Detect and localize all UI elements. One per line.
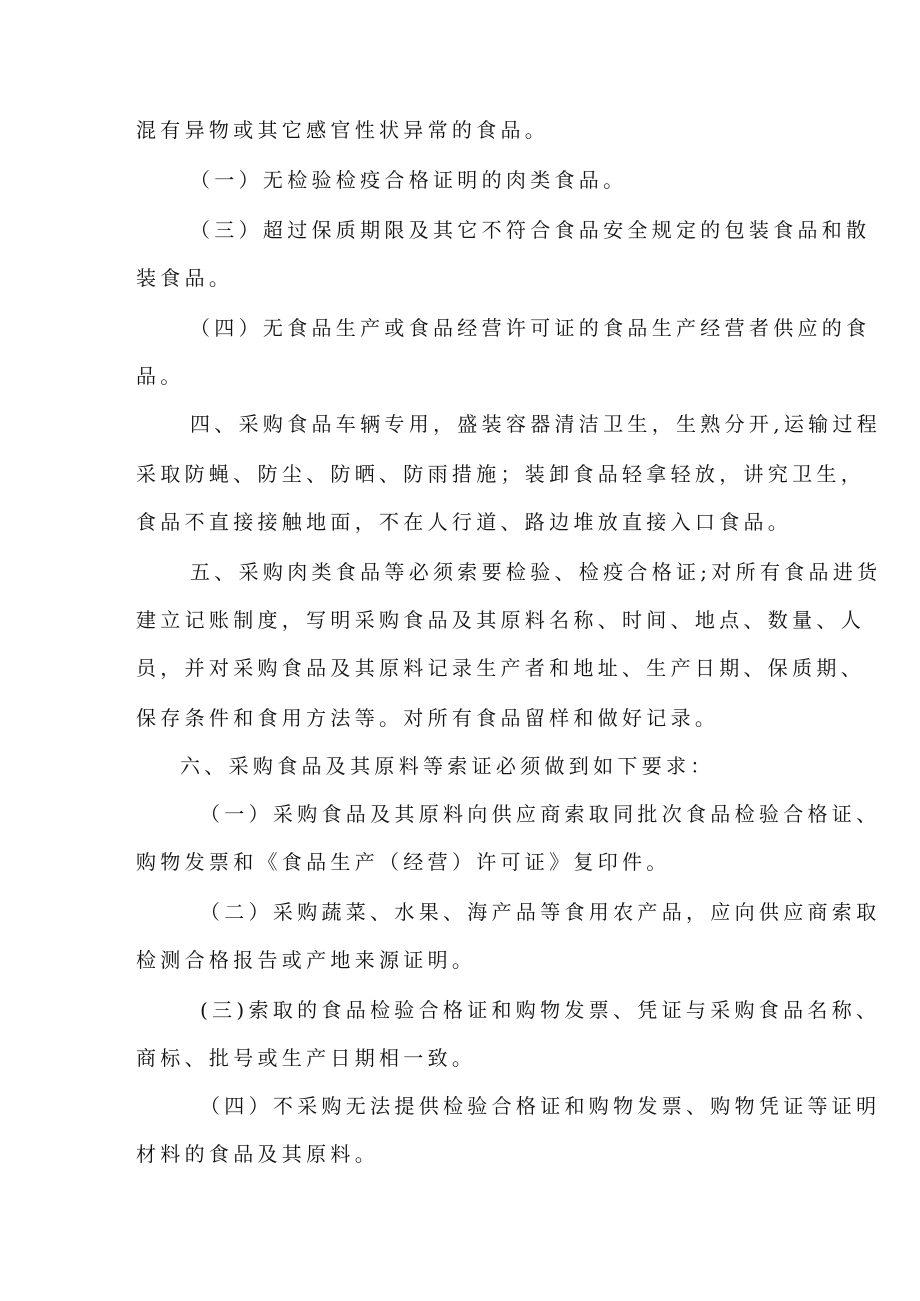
text-line: 混有异物或其它感官性状异常的食品。 [136,118,550,142]
text-line: （四）不采购无法提供检验合格证和购物发票、购物凭证等证明 [200,1094,881,1118]
text-line: 保存条件和食用方法等。对所有食品留样和做好记录。 [136,706,720,730]
text-line: 食品不直接接触地面，不在人行道、路边堆放直接入口食品。 [136,510,793,534]
text-line: （一）采购食品及其原料向供应商索取同批次食品检验合格证、 [200,802,881,826]
text-line: 四、采购食品车辆专用，盛装容器清洁卫生，生熟分开,运输过程 [190,412,882,436]
text-line: 装食品。 [136,266,234,290]
text-line: （二）采购蔬菜、水果、海产品等食用农产品，应向供应商索取 [200,900,881,924]
text-line: 员，并对采购食品及其原料记录生产者和地址、生产日期、保质期、 [136,656,865,680]
text-line: 五、采购肉类食品等必须索要检验、检疫合格证;对所有食品进货 [190,560,882,584]
text-line: 采取防蝇、防尘、防晒、防雨措施；装卸食品轻拿轻放，讲究卫生， [136,462,865,486]
text-line: 商标、批号或生产日期相一致。 [136,1046,477,1070]
text-line: 材料的食品及其原料。 [136,1142,379,1166]
text-line: （四）无食品生产或食品经营许可证的食品生产经营者供应的食 [190,316,871,340]
text-line: （一）无检验检疫合格证明的肉类食品。 [190,168,628,192]
text-line: (三)索取的食品检验合格证和购物发票、凭证与采购食品名称、 [200,998,881,1022]
text-line: 建立记账制度，写明采购食品及其原料名称、时间、地点、数量、人 [136,608,865,632]
text-line: 六、采购食品及其原料等索证必须做到如下要求： [180,754,715,778]
text-line: （三）超过保质期限及其它不符合食品安全规定的包装食品和散 [190,218,871,242]
text-line: 检测合格报告或产地来源证明。 [136,948,477,972]
text-line: 购物发票和《食品生产（经营）许可证》复印件。 [136,850,671,874]
text-line: 品。 [136,364,185,388]
